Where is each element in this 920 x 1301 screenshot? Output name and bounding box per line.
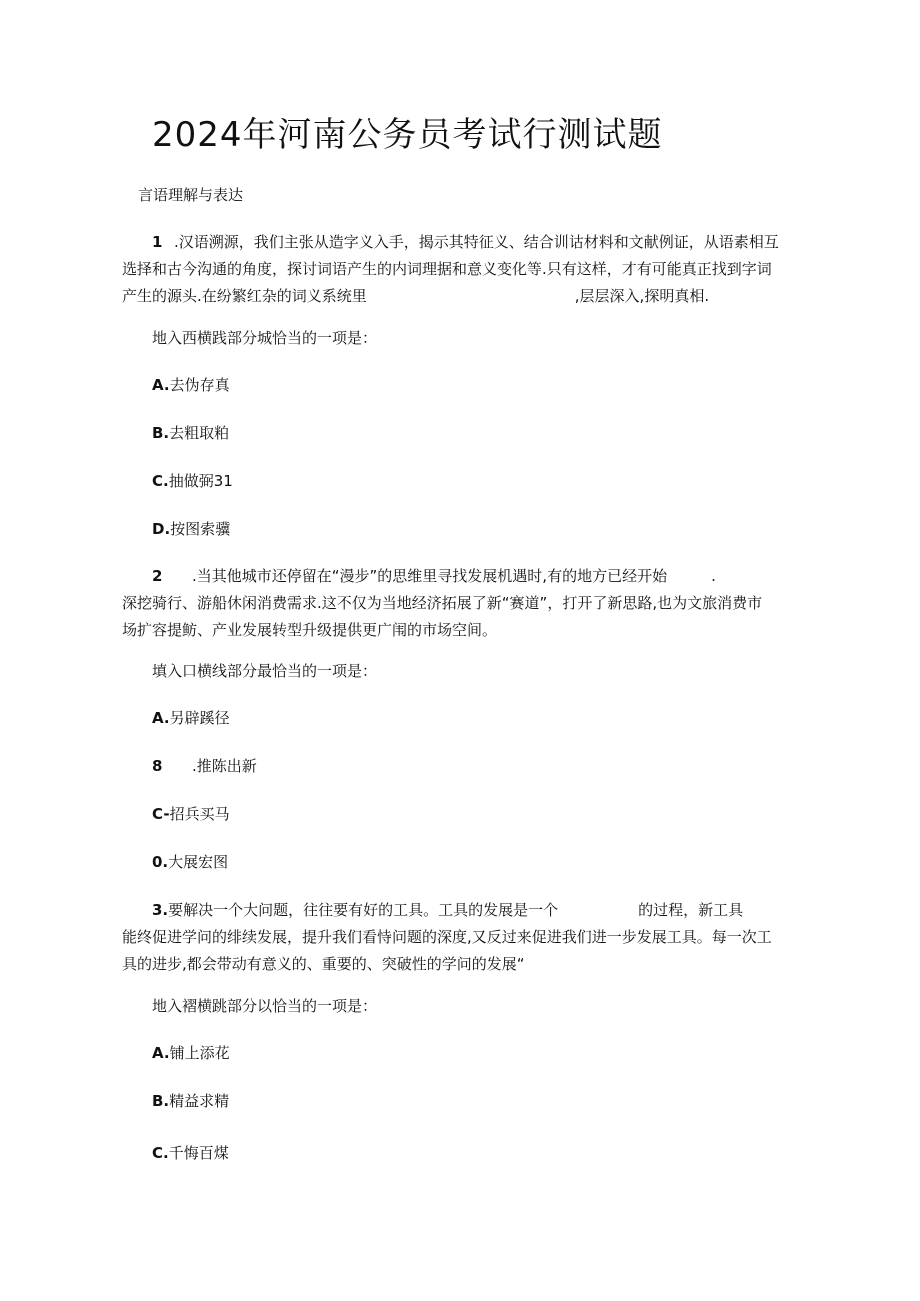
- question-1-line-2: 选择和古今沟通的角度，探讨词语产生的内词理据和意义变化等.只有这样，才有可能真正找到字词: [122, 260, 772, 278]
- page-title: 2024年河南公务员考试行测试题: [152, 115, 663, 155]
- question-1-option-d: D.按图索骥: [152, 520, 231, 538]
- question-3-stem: [122, 897, 812, 978]
- question-3-option-a: A.铺上添花: [152, 1044, 230, 1062]
- question-1-prompt: 地入西横践部分城恰当的一项是：: [152, 329, 378, 347]
- question-3-option-b: B.精益求精: [152, 1092, 230, 1110]
- question-2-line-2: 深挖骑行、游船休闲消费需求.这不仅为当地经济拓展了新“赛道”，打开了新思路,也为文旅消费市: [122, 594, 763, 612]
- question-3-line-2: 能终促进学问的绯续发展，提升我们看恃问题的深度,又反过来促进我们进一步发展工具。每一次工: [122, 928, 772, 946]
- question-1-option-c: C.抽做弼31: [152, 472, 233, 490]
- question-2-stem: [122, 563, 812, 644]
- question-3-option-c: C.千悔百煤: [152, 1144, 229, 1162]
- section-heading: 言语理解与表达: [138, 186, 244, 204]
- question-number: 1: [152, 233, 163, 251]
- question-1-line-3: 产生的源头.在纷繁红杂的词义系统里 ,层层深入,探明真相.: [122, 287, 710, 305]
- question-2-line-3: 场扩容提鲂、产业发展转型升级提供更广闱的市场空间。: [122, 621, 498, 639]
- question-3-line-3: 具的进步,都会带动有意义的、重要的、突破性的学问的发展“: [122, 955, 525, 973]
- question-2-option-a: A.另辟蹊径: [152, 709, 230, 727]
- question-1-stem: [122, 229, 812, 310]
- question-2-prompt: 填入口横线部分最恰当的一项是：: [152, 662, 378, 680]
- question-number: 2: [152, 567, 163, 585]
- question-1-option-a: A.去伪存真: [152, 376, 230, 394]
- question-3-prompt: 地入褶横跳部分以恰当的一项是：: [152, 997, 378, 1015]
- question-2-option-b: 8 .推陈出新: [152, 757, 257, 775]
- question-2-option-c: C-招兵买马: [152, 805, 230, 823]
- question-3-line-1: 3.要解决一个大问题，往往要有好的工具。工具的发展是一个 的过程，新工具: [122, 897, 812, 924]
- question-2-line-1: 2 .当其他城市还停留在“漫步”的思维里寻找发展机遇时,有的地方已经开始 .: [122, 563, 812, 590]
- question-2-option-d: 0.大展宏图: [152, 853, 229, 871]
- question-1-option-b: B.去粗取粕: [152, 424, 230, 442]
- question-number: 3.: [152, 901, 169, 919]
- question-1-line-1: 1 .汉语溯源，我们主张从造字义入手，揭示其特征义、结合训诂材料和文献例证，从语素相互: [122, 229, 812, 256]
